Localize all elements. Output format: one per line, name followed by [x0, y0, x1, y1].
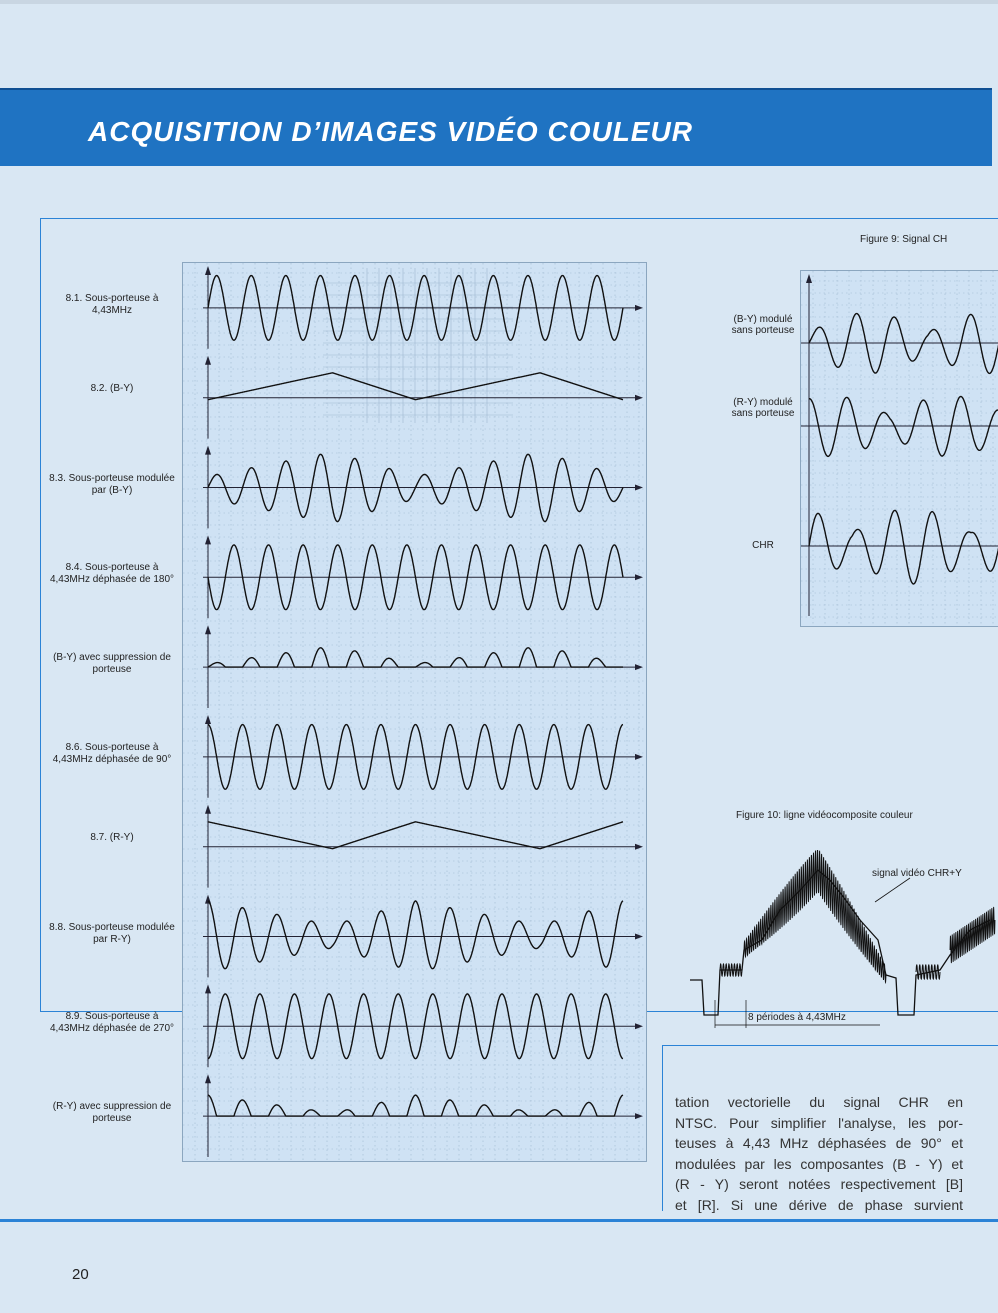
y-axis-arrow: [205, 266, 211, 275]
figure8-row-label: 8.3. Sous-porteuse modulée par (B-Y): [49, 472, 175, 496]
waveform: [208, 822, 623, 849]
figure8-row-label: 8.4. Sous-porteuse à 4,43MHz déphasée de 180°: [49, 562, 175, 586]
header-banner: [0, 88, 992, 166]
chroma-signal: [950, 907, 995, 963]
y-axis-arrow: [806, 274, 812, 283]
waveform: [208, 1095, 623, 1116]
figure8-row-label: (B-Y) avec suppression de porteuse: [53, 652, 171, 676]
figure9-row-label: CHR: [752, 540, 774, 551]
figure8-svg: [183, 263, 646, 1161]
figure10-caption: Figure 10: ligne vidéocomposite couleur: [736, 810, 913, 821]
y-axis-arrow: [205, 805, 211, 814]
y-axis-arrow: [205, 446, 211, 455]
y-axis-arrow: [205, 984, 211, 993]
figure8-row-label: (R-Y) avec suppression de porteuse: [52, 1101, 172, 1125]
body-line: et [R]. Si une dérive de phase survient: [675, 1196, 963, 1213]
figure8-row-label: 8.8. Sous-porteuse modulée par R-Y): [49, 921, 175, 945]
top-rule: [0, 0, 998, 4]
figure8-row-label: 8.9. Sous-porteuse à 4,43MHz déphasée de 270°: [49, 1011, 175, 1035]
figure8-row-label: 8.6. Sous-porteuse à 4,43MHz déphasée de 90°: [52, 741, 172, 765]
figure10-periods: 8 périodes à 4,43MHz: [748, 1012, 846, 1023]
figure10-note: signal vidéo CHR+Y: [872, 868, 962, 879]
x-axis-arrow: [635, 485, 643, 491]
x-axis-arrow: [635, 395, 643, 401]
figure9-chart: [800, 270, 998, 627]
body-line: tation vectorielle du signal CHR en: [675, 1094, 963, 1110]
figure8-row-label: 8.2. (B-Y): [90, 382, 134, 394]
x-axis-arrow: [635, 305, 643, 311]
body-line: (R - Y) seront notées respectivement [B]: [675, 1176, 963, 1192]
waveform: [208, 901, 623, 969]
note-pointer: [875, 878, 910, 902]
waveform: [809, 510, 998, 584]
chroma-signal: [744, 850, 886, 982]
bottom-rule: [0, 1219, 998, 1222]
body-line: modulées par les composantes (B - Y) et: [675, 1155, 963, 1172]
y-axis-arrow: [205, 1074, 211, 1083]
figure9-svg: [801, 271, 998, 626]
body-line: teuses à 4,43 MHz déphasées de 90° et: [675, 1135, 963, 1151]
figure9-caption: Figure 9: Signal CH: [860, 234, 948, 245]
y-axis-arrow: [205, 715, 211, 724]
page-number: 20: [72, 1266, 89, 1283]
figure9-row-label: (B-Y) modulé sans porteuse: [731, 314, 795, 336]
page-title: ACQUISITION D’IMAGES VIDÉO COULEUR: [88, 116, 693, 147]
figure8-row-label: 8.7. (R-Y): [90, 831, 134, 843]
y-axis-arrow: [205, 625, 211, 634]
figure8-chart: [182, 262, 647, 1162]
body-line: NTSC. Pour simplifier l'analyse, les por-: [675, 1114, 963, 1131]
body-text: [675, 1092, 963, 1215]
waveform: [208, 373, 623, 400]
grid: [801, 271, 998, 626]
color-burst: [916, 965, 940, 979]
waveform: [208, 648, 623, 667]
figure8-row-label: 8.1. Sous-porteuse à 4,43MHz: [65, 292, 159, 316]
figure9-row-label: (R-Y) modulé sans porteuse: [731, 397, 795, 419]
